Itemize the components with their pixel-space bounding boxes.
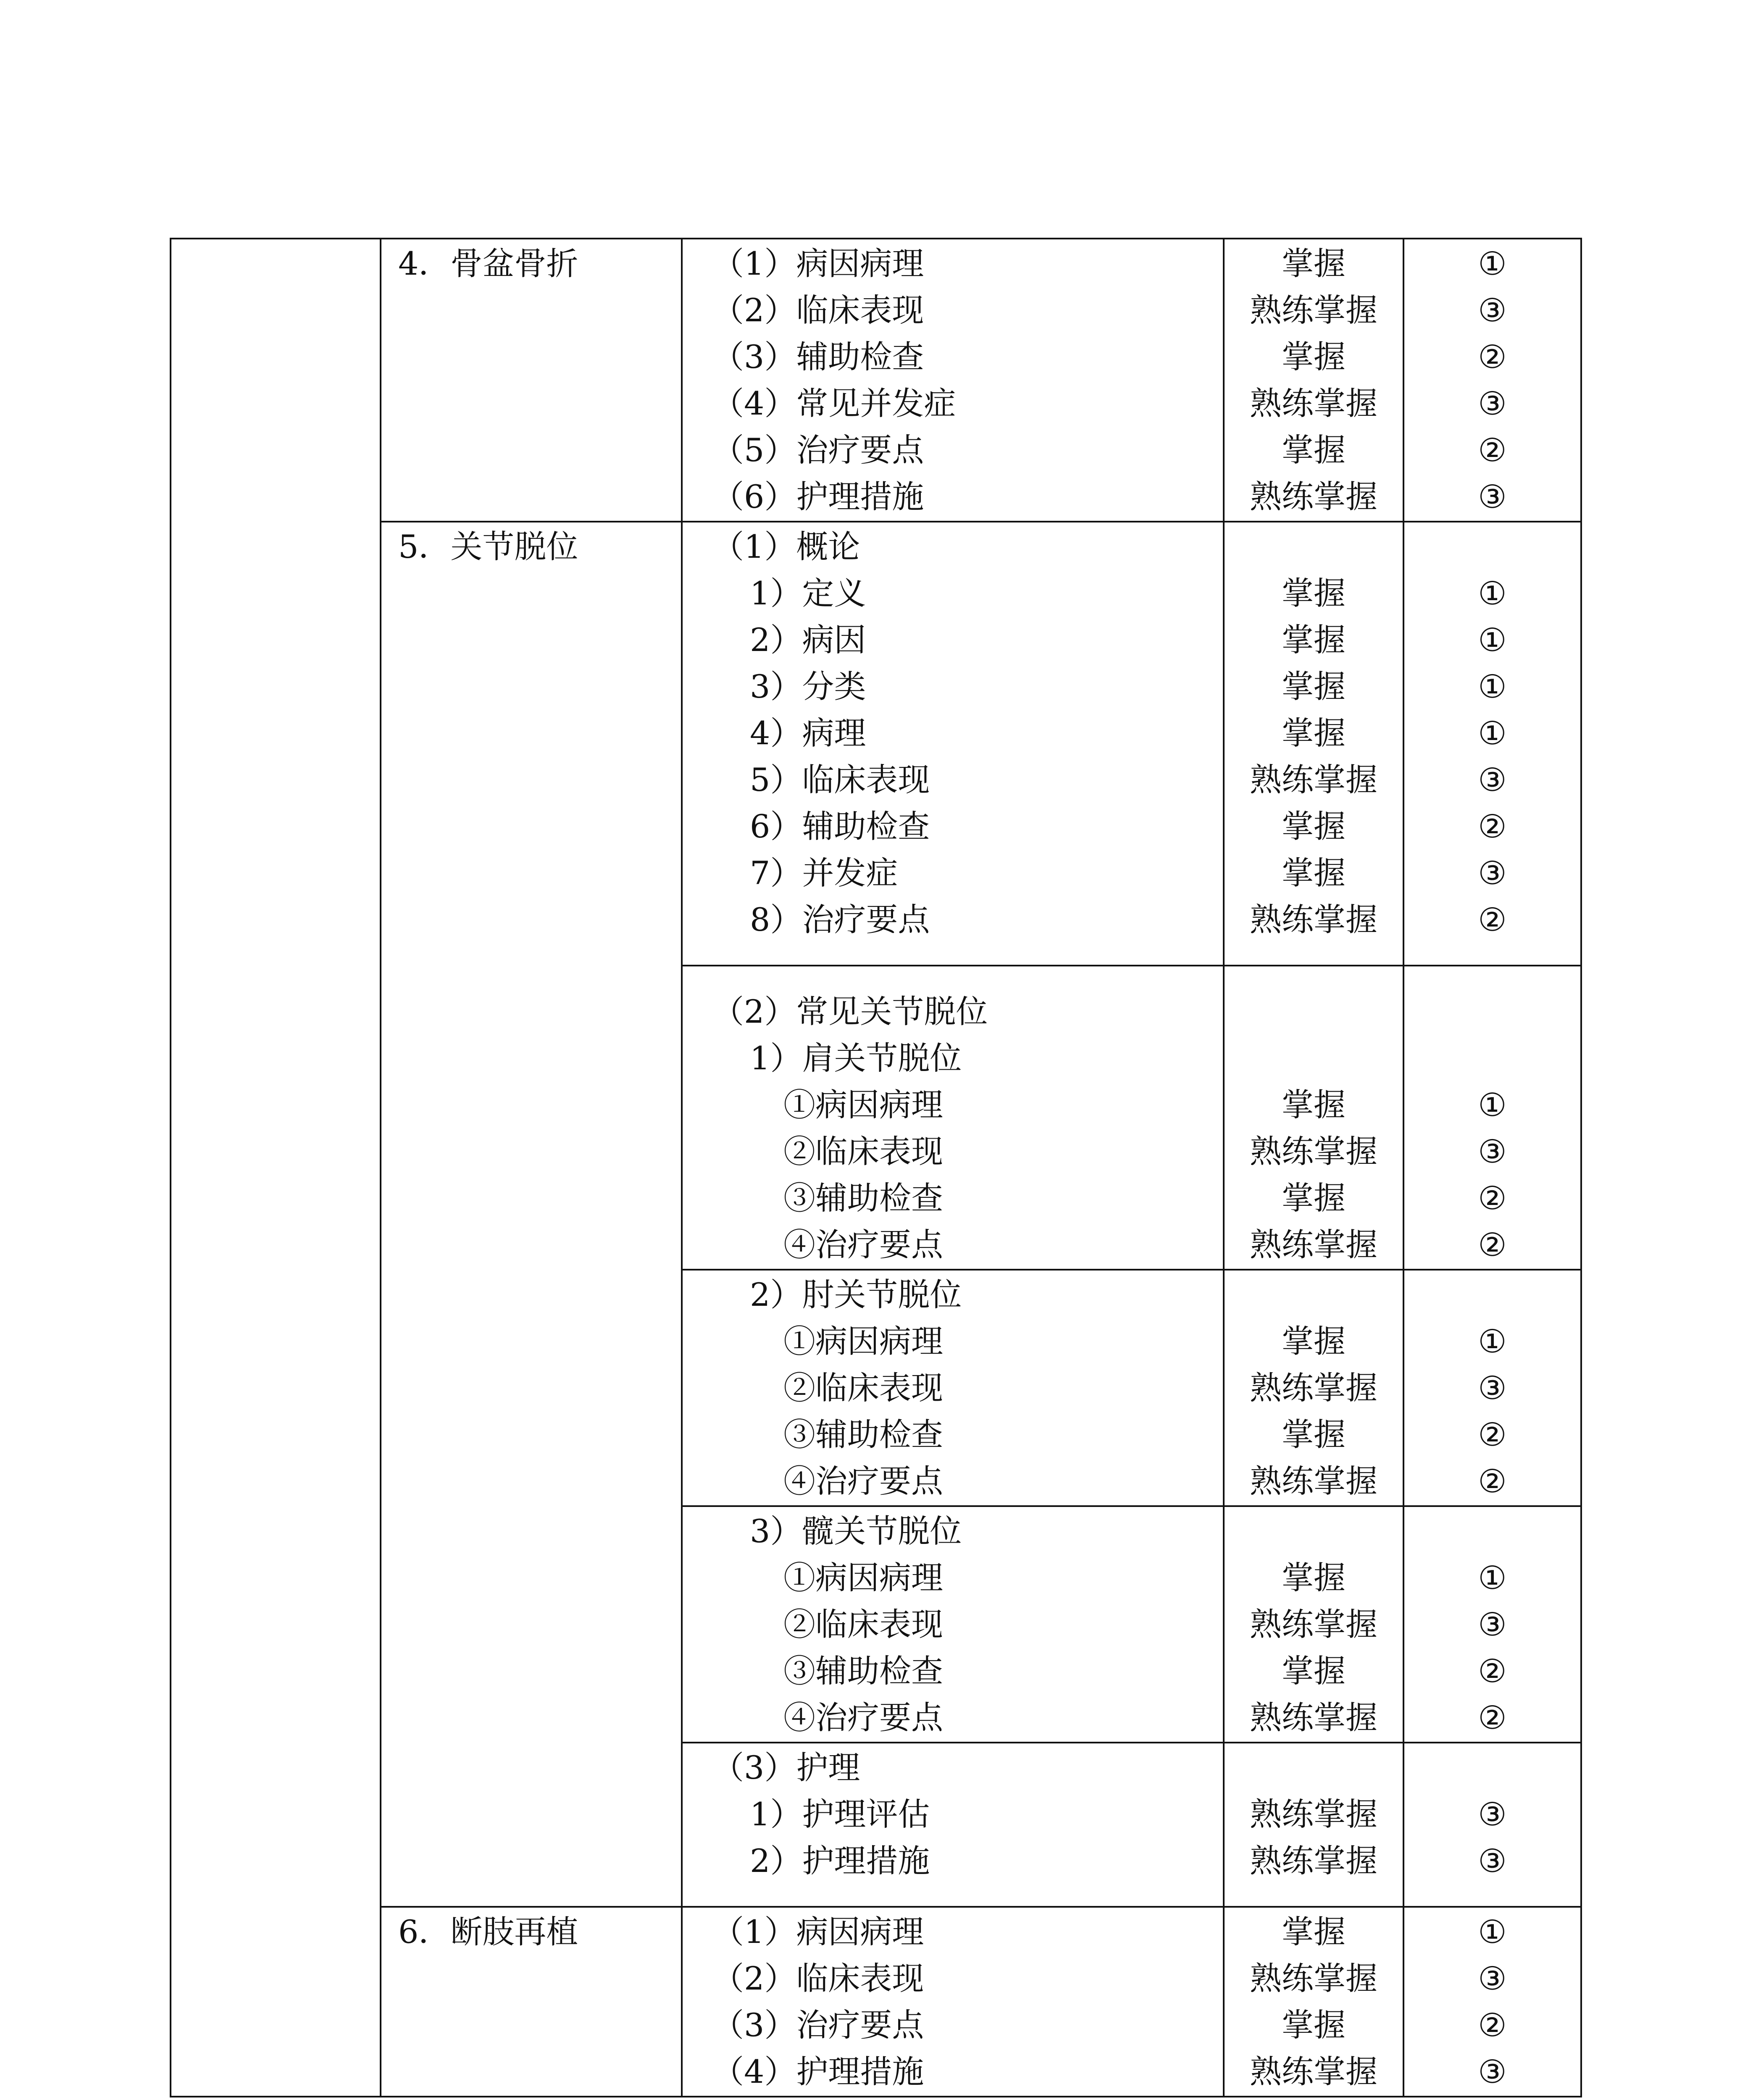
grade-mark: ① bbox=[1478, 714, 1507, 752]
grade-cell bbox=[1403, 1743, 1581, 1907]
grade-mark: ③ bbox=[1478, 854, 1507, 892]
requirement-level: 熟练掌握 bbox=[1250, 761, 1377, 798]
requirement-level: 熟练掌握 bbox=[1250, 2053, 1377, 2090]
content-item: 4）病理 bbox=[750, 714, 866, 752]
requirement-cell bbox=[1224, 239, 1403, 522]
grade-cell bbox=[1403, 1506, 1581, 1743]
content-cell bbox=[682, 966, 1224, 1270]
requirement-cell bbox=[1224, 966, 1403, 1270]
grade-mark: ② bbox=[1478, 1462, 1507, 1500]
content-item: 2）病因 bbox=[750, 621, 866, 659]
grade-mark: ② bbox=[1478, 1652, 1507, 1690]
requirement-cell bbox=[1224, 1743, 1403, 1907]
requirement-level: 熟练掌握 bbox=[1250, 478, 1377, 515]
syllabus-table-body bbox=[171, 239, 1581, 2097]
requirement-level: 熟练掌握 bbox=[1250, 901, 1377, 938]
content-item: 8）治疗要点 bbox=[750, 901, 930, 938]
grade-mark: ① bbox=[1478, 1559, 1507, 1596]
content-item: ①病因病理 bbox=[783, 1559, 943, 1596]
content-cell bbox=[682, 522, 1224, 966]
requirement-level bbox=[1225, 1508, 1403, 1554]
content-item: （3）护理 bbox=[712, 1749, 860, 1786]
syllabus-table bbox=[170, 238, 1582, 2097]
requirement-level: 掌握 bbox=[1282, 2006, 1346, 2044]
requirement-level: 熟练掌握 bbox=[1250, 1796, 1377, 1833]
grade-mark: ③ bbox=[1478, 2053, 1507, 2090]
content-item: （4）常见并发症 bbox=[712, 385, 956, 422]
topic-cell bbox=[381, 1907, 682, 2097]
content-item: （1）病因病理 bbox=[712, 1913, 924, 1950]
table-row bbox=[171, 522, 1581, 966]
grade-mark bbox=[1404, 988, 1580, 1035]
content-item: 3）分类 bbox=[750, 668, 866, 705]
grade-mark: ② bbox=[1478, 338, 1507, 375]
requirement-level: 熟练掌握 bbox=[1250, 1133, 1377, 1170]
grade-mark bbox=[1404, 1744, 1580, 1791]
chapter-cell bbox=[171, 239, 381, 2097]
requirement-level: 掌握 bbox=[1282, 1323, 1346, 1360]
content-item: 5）临床表现 bbox=[750, 761, 930, 798]
grade-cell bbox=[1403, 239, 1581, 522]
content-item: 1）护理评估 bbox=[750, 1796, 930, 1833]
requirement-level: 熟练掌握 bbox=[1250, 1369, 1377, 1407]
grade-mark: ③ bbox=[1478, 761, 1507, 798]
requirement-level: 掌握 bbox=[1282, 1086, 1346, 1124]
requirement-level: 掌握 bbox=[1282, 1913, 1346, 1950]
content-item: （3）治疗要点 bbox=[712, 2006, 924, 2044]
requirement-level: 熟练掌握 bbox=[1250, 385, 1377, 422]
requirement-cell bbox=[1224, 1907, 1403, 2097]
grade-mark: ② bbox=[1478, 1226, 1507, 1263]
requirement-level: 熟练掌握 bbox=[1250, 1842, 1377, 1880]
requirement-level bbox=[1225, 1744, 1403, 1791]
grade-mark: ② bbox=[1478, 808, 1507, 845]
requirement-level bbox=[1225, 523, 1403, 570]
content-item: 1）定义 bbox=[750, 575, 866, 612]
content-item: （2）常见关节脱位 bbox=[712, 993, 988, 1030]
content-item: （2）临床表现 bbox=[712, 1960, 924, 1997]
content-cell bbox=[682, 1506, 1224, 1743]
topic-cell bbox=[381, 239, 682, 522]
grade-mark: ① bbox=[1478, 1323, 1507, 1360]
content-item: 2）护理措施 bbox=[750, 1842, 930, 1880]
requirement-level: 掌握 bbox=[1282, 714, 1346, 752]
grade-cell bbox=[1403, 1907, 1581, 2097]
requirement-level: 掌握 bbox=[1282, 621, 1346, 659]
requirement-level bbox=[1225, 1271, 1403, 1318]
grade-mark: ① bbox=[1478, 668, 1507, 705]
grade-cell bbox=[1403, 1270, 1581, 1506]
content-item: （2）临床表现 bbox=[712, 291, 924, 329]
content-item: （1）概论 bbox=[712, 528, 860, 565]
topic-title: 6．断肢再植 bbox=[398, 1913, 578, 1950]
content-item: 6）辅助检查 bbox=[750, 808, 930, 845]
content-item: ④治疗要点 bbox=[783, 1226, 943, 1263]
requirement-level bbox=[1225, 1035, 1403, 1082]
content-item: ②临床表现 bbox=[783, 1369, 943, 1407]
grade-mark: ③ bbox=[1478, 478, 1507, 515]
content-item: 3）髋关节脱位 bbox=[750, 1512, 962, 1550]
requirement-level: 掌握 bbox=[1282, 668, 1346, 705]
requirement-level: 掌握 bbox=[1282, 575, 1346, 612]
content-item: ④治疗要点 bbox=[783, 1462, 943, 1500]
requirement-level: 掌握 bbox=[1282, 431, 1346, 469]
grade-mark: ② bbox=[1478, 1699, 1507, 1736]
requirement-cell bbox=[1224, 1270, 1403, 1506]
grade-mark: ③ bbox=[1478, 1133, 1507, 1170]
content-item: ①病因病理 bbox=[783, 1086, 943, 1124]
content-cell bbox=[682, 1907, 1224, 2097]
table-row bbox=[171, 1907, 1581, 2097]
grade-mark: ③ bbox=[1478, 1606, 1507, 1643]
grade-mark: ② bbox=[1478, 2006, 1507, 2044]
grade-cell bbox=[1403, 522, 1581, 966]
content-item: 7）并发症 bbox=[750, 854, 898, 892]
grade-mark: ① bbox=[1478, 575, 1507, 612]
grade-mark: ③ bbox=[1478, 1796, 1507, 1833]
requirement-level: 掌握 bbox=[1282, 245, 1346, 282]
content-item: （3）辅助检查 bbox=[712, 338, 924, 375]
requirement-level: 掌握 bbox=[1282, 1179, 1346, 1217]
requirement-level: 熟练掌握 bbox=[1250, 1960, 1377, 1997]
content-item: ②临床表现 bbox=[783, 1133, 943, 1170]
requirement-level: 掌握 bbox=[1282, 808, 1346, 845]
grade-mark: ① bbox=[1478, 1913, 1507, 1950]
requirement-level: 掌握 bbox=[1282, 1416, 1346, 1453]
requirement-level: 掌握 bbox=[1282, 854, 1346, 892]
grade-mark: ① bbox=[1478, 245, 1507, 282]
requirement-level: 掌握 bbox=[1282, 1652, 1346, 1690]
requirement-level: 熟练掌握 bbox=[1250, 1462, 1377, 1500]
content-item: （4）护理措施 bbox=[712, 2053, 924, 2090]
content-item: ①病因病理 bbox=[783, 1323, 943, 1360]
topic-title: 5．关节脱位 bbox=[398, 528, 578, 565]
requirement-level: 熟练掌握 bbox=[1250, 291, 1377, 329]
requirement-level: 熟练掌握 bbox=[1250, 1699, 1377, 1736]
requirement-level: 熟练掌握 bbox=[1250, 1226, 1377, 1263]
grade-mark bbox=[1404, 1508, 1580, 1554]
requirement-level: 掌握 bbox=[1282, 1559, 1346, 1596]
grade-mark bbox=[1404, 1271, 1580, 1318]
table-row bbox=[171, 239, 1581, 522]
grade-mark: ③ bbox=[1478, 1842, 1507, 1880]
topic-cell bbox=[381, 522, 682, 1907]
content-item: （5）治疗要点 bbox=[712, 431, 924, 469]
grade-mark: ③ bbox=[1478, 1369, 1507, 1407]
content-item: 2）肘关节脱位 bbox=[750, 1276, 962, 1313]
content-item: （6）护理措施 bbox=[712, 478, 924, 515]
grade-mark: ③ bbox=[1478, 291, 1507, 329]
grade-mark: ② bbox=[1478, 1179, 1507, 1217]
requirement-level: 熟练掌握 bbox=[1250, 1606, 1377, 1643]
grade-mark bbox=[1404, 523, 1580, 570]
content-item: ②临床表现 bbox=[783, 1606, 943, 1643]
grade-mark: ② bbox=[1478, 901, 1507, 938]
requirement-cell bbox=[1224, 1506, 1403, 1743]
grade-mark: ① bbox=[1478, 621, 1507, 659]
requirement-level: 掌握 bbox=[1282, 338, 1346, 375]
grade-mark: ② bbox=[1478, 431, 1507, 469]
grade-mark: ① bbox=[1478, 1086, 1507, 1124]
content-item: ③辅助检查 bbox=[783, 1652, 943, 1690]
grade-mark: ③ bbox=[1478, 1960, 1507, 1997]
content-item: ③辅助检查 bbox=[783, 1179, 943, 1217]
grade-mark bbox=[1404, 1035, 1580, 1082]
requirement-level bbox=[1225, 988, 1403, 1035]
content-cell bbox=[682, 1743, 1224, 1907]
grade-mark: ② bbox=[1478, 1416, 1507, 1453]
content-cell bbox=[682, 239, 1224, 522]
content-item: （1）病因病理 bbox=[712, 245, 924, 282]
content-item: 1）肩关节脱位 bbox=[750, 1040, 962, 1077]
content-item: ④治疗要点 bbox=[783, 1699, 943, 1736]
content-cell bbox=[682, 1270, 1224, 1506]
content-item: ③辅助检查 bbox=[783, 1416, 943, 1453]
grade-mark: ③ bbox=[1478, 385, 1507, 422]
requirement-cell bbox=[1224, 522, 1403, 966]
grade-cell bbox=[1403, 966, 1581, 1270]
topic-title: 4．骨盆骨折 bbox=[398, 245, 578, 282]
